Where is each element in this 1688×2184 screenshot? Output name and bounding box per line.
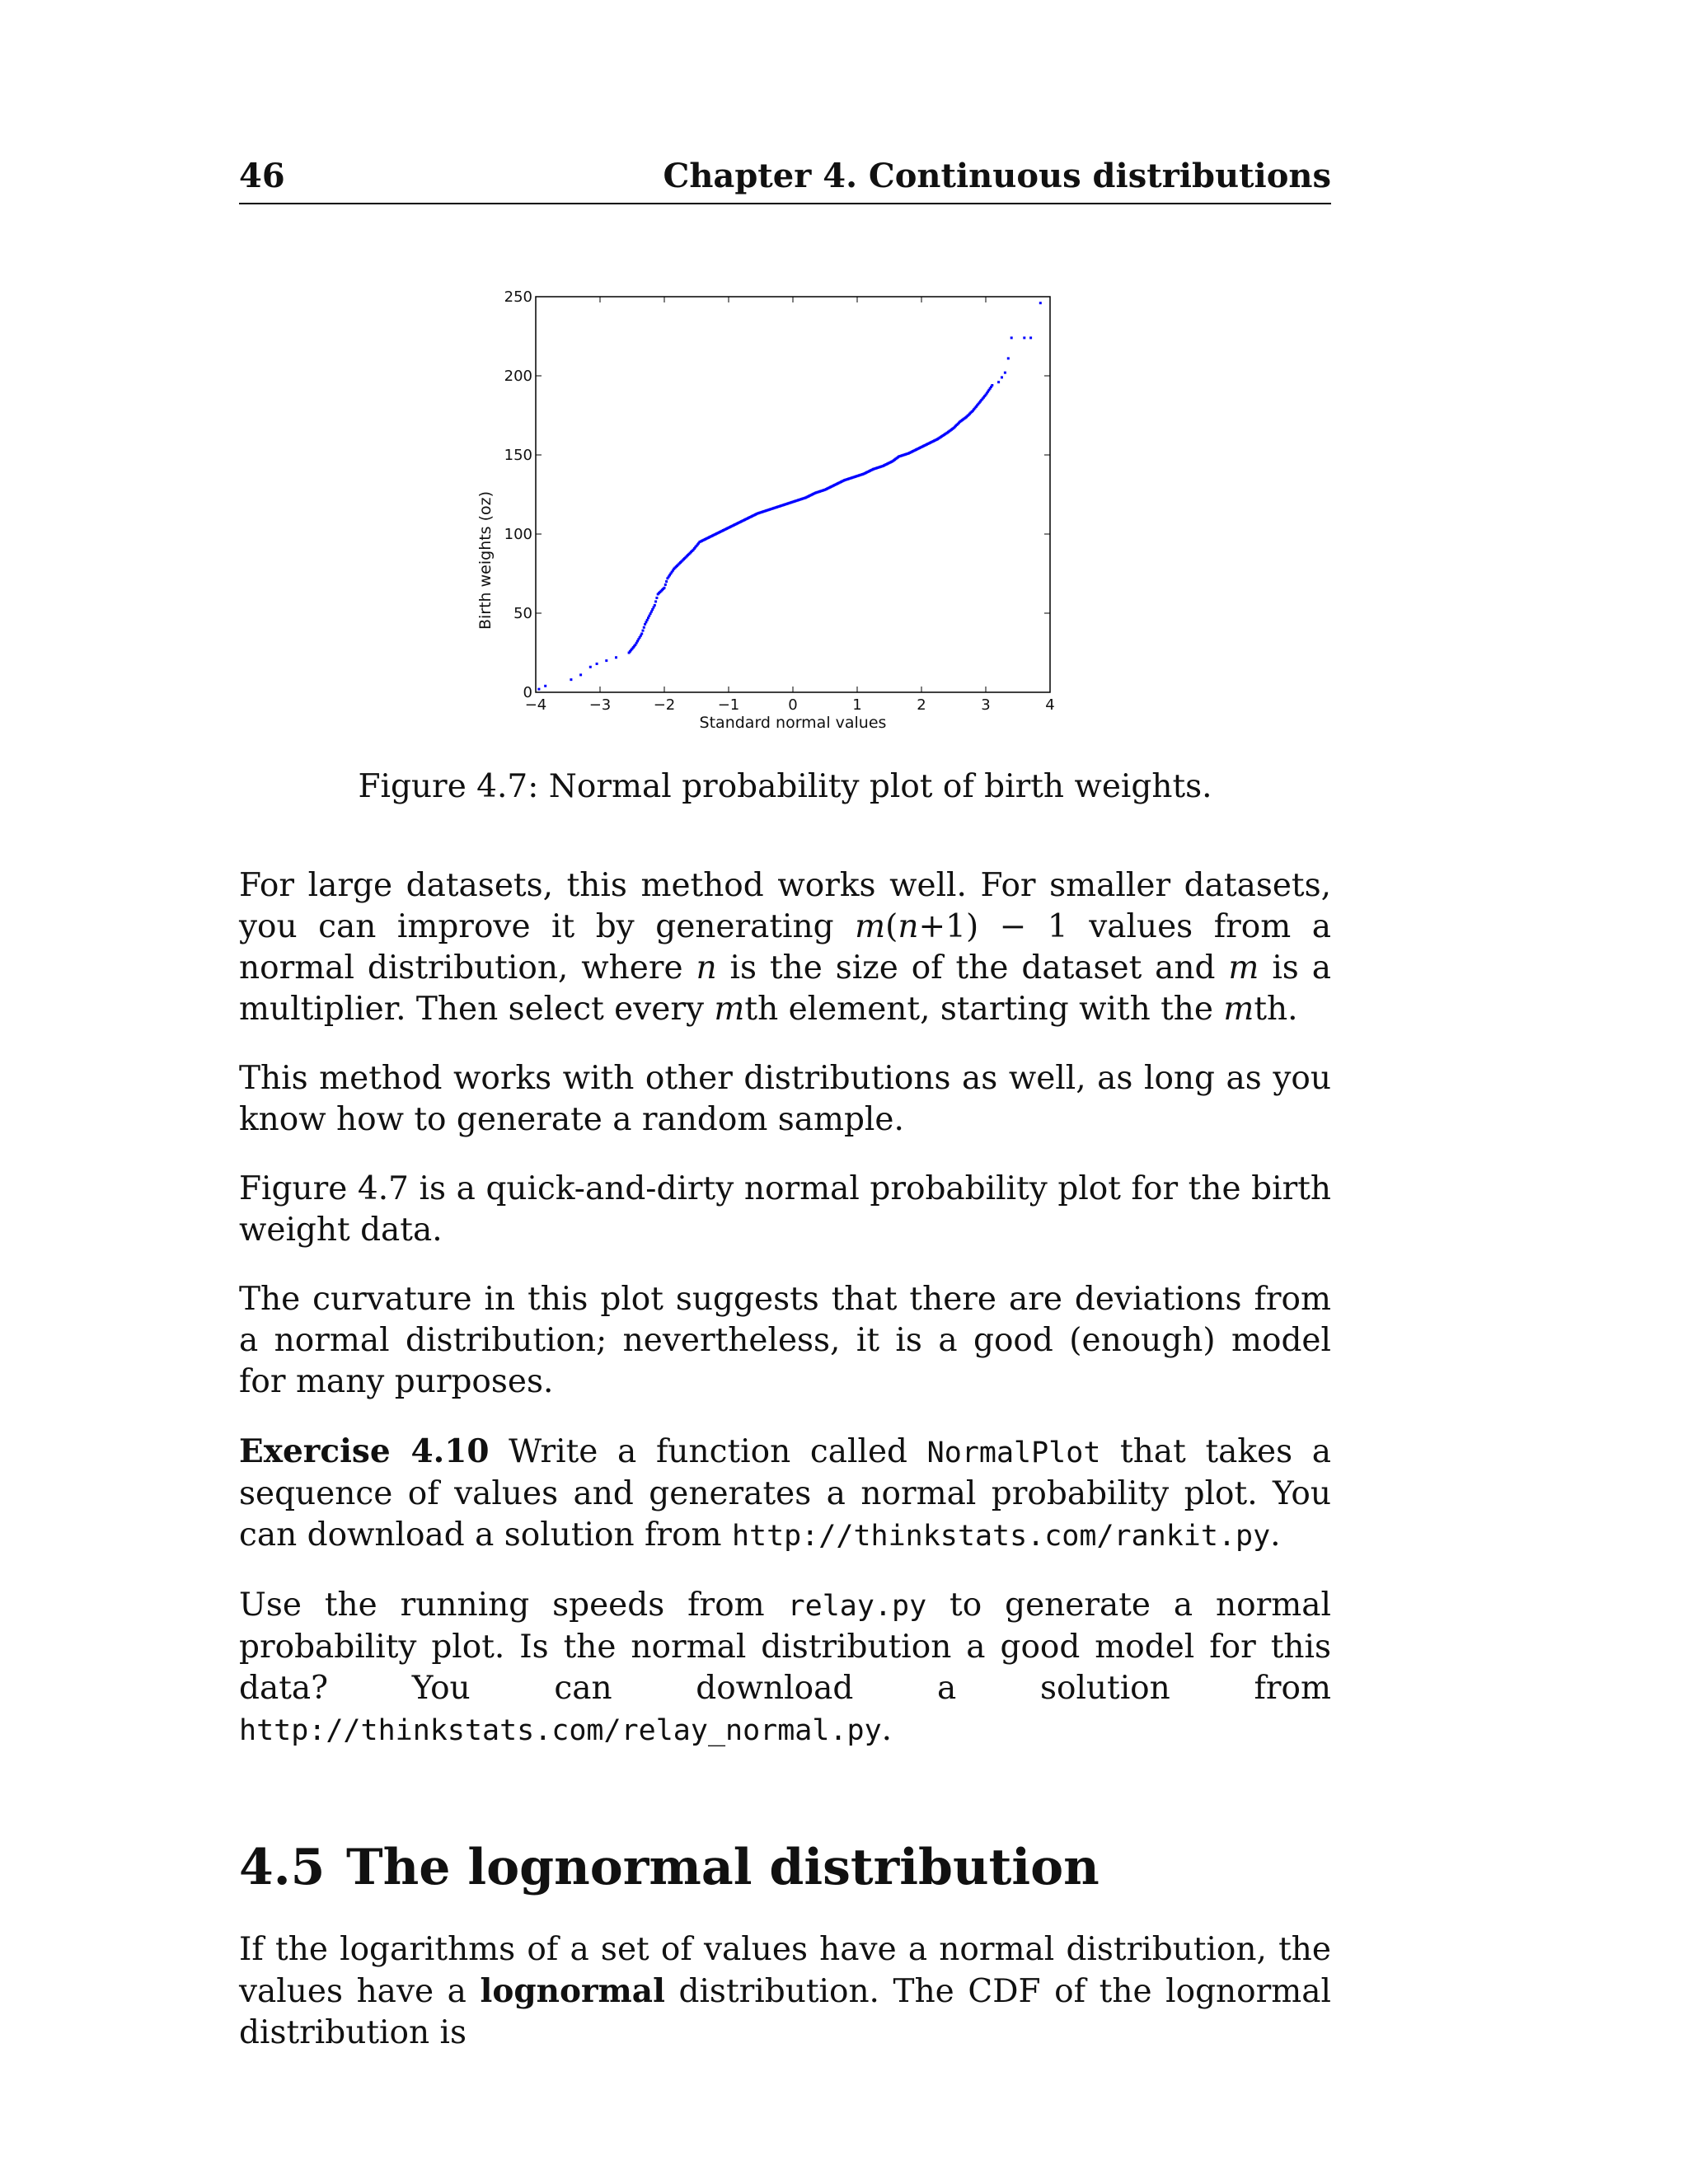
data-point xyxy=(649,612,652,615)
section-title: The lognormal distribution xyxy=(346,1839,1100,1896)
paragraph-7: If the logarithms of a set of values have a normal distribution, the values have a lognormal distribution. The CDF of the lognormal distribution is xyxy=(239,1931,1331,2051)
data-point xyxy=(1004,372,1006,374)
data-point xyxy=(645,621,647,623)
body-text xyxy=(239,865,1331,2082)
x-tick-label: −2 xyxy=(653,696,676,714)
data-point xyxy=(1039,302,1042,304)
data-point xyxy=(1007,357,1010,359)
x-tick-label: 3 xyxy=(981,696,991,714)
y-tick-label: 100 xyxy=(504,526,532,543)
x-tick-label: 0 xyxy=(788,696,798,714)
y-tick-label: 50 xyxy=(513,605,532,622)
paragraph-3: Figure 4.7 is a quick-and-dirty normal probability plot for the birth weight data. xyxy=(239,1170,1331,1249)
running-head xyxy=(239,157,1331,204)
section-heading xyxy=(239,1839,1331,1896)
data-point xyxy=(654,600,657,602)
data-point xyxy=(596,663,598,665)
data-point xyxy=(570,678,572,681)
page-number: 46 xyxy=(239,157,285,195)
data-point xyxy=(605,659,607,662)
data-point xyxy=(653,606,655,608)
data-point xyxy=(589,666,592,668)
plot-frame xyxy=(536,297,1050,692)
data-point xyxy=(544,685,546,687)
data-point xyxy=(579,673,582,676)
code-relay: relay.py xyxy=(787,1590,927,1623)
data-point xyxy=(654,604,656,607)
x-tick-label: −3 xyxy=(588,696,612,714)
code-normalplot: NormalPlot xyxy=(926,1436,1101,1469)
x-tick-label: −1 xyxy=(717,696,740,714)
y-tick-label: 150 xyxy=(504,447,532,464)
data-point xyxy=(648,615,650,617)
x-tick-label: 1 xyxy=(852,696,862,714)
data-point xyxy=(664,583,667,586)
data-point xyxy=(1001,376,1003,378)
chapter-title: Chapter 4. Continuous distributions xyxy=(663,157,1331,195)
paragraph-2: This method works with other distributions as well, as long as you know how to generate a random sample. xyxy=(239,1060,1331,1138)
y-axis-label: Birth weights (oz) xyxy=(476,490,495,630)
y-tick-label: 200 xyxy=(504,368,532,385)
x-tick-label: 2 xyxy=(917,696,926,714)
x-axis-label: Standard normal values xyxy=(699,714,887,732)
data-point xyxy=(655,597,658,599)
data-point xyxy=(644,623,646,626)
data-point xyxy=(665,580,668,583)
exercise-label: Exercise 4.10 xyxy=(239,1432,490,1470)
data-point xyxy=(537,688,540,691)
data-point xyxy=(646,619,649,621)
link-relay-normal[interactable]: http://thinkstats.com/relay_normal.py xyxy=(239,1714,882,1747)
data-point xyxy=(651,608,654,611)
section-number: 4.5 xyxy=(239,1839,326,1896)
data-point xyxy=(997,381,1000,383)
data-point xyxy=(1023,336,1025,339)
data-point xyxy=(643,626,645,629)
data-point xyxy=(647,616,649,619)
data-point xyxy=(615,656,617,658)
data-point xyxy=(1010,336,1013,339)
x-tick-label: −4 xyxy=(524,696,547,714)
normal-probability-plot xyxy=(462,280,1071,742)
x-tick-label: 4 xyxy=(1045,696,1055,714)
y-tick-label: 250 xyxy=(504,288,532,306)
paragraph-1: For large datasets, this method works well. For smaller datasets, you can improve it by generating m(n+1) − 1 values from a normal distribution, where n is the size of the dataset and m is a multiplier. Then select every mth element, starting with the mth. xyxy=(239,867,1331,1028)
figure-caption: Figure 4.7: Normal probability plot of birth weights. xyxy=(358,768,1212,805)
term-lognormal: lognormal xyxy=(480,1972,665,2010)
data-point xyxy=(991,384,993,387)
paragraph-4: The curvature in this plot suggests that there are deviations from a normal distribution; nevertheless, it is a good (enough) model for many purposes. xyxy=(239,1281,1331,1400)
link-rankit[interactable]: http://thinkstats.com/rankit.py xyxy=(731,1520,1271,1553)
exercise-4-10: Exercise 4.10 Write a function called NormalPlot that takes a sequence of values and generates a normal probability plot. You can download a solution from http://thinkstats.com/rankit.py. xyxy=(239,1432,1332,1554)
data-point xyxy=(1029,336,1032,339)
data-point xyxy=(640,632,643,635)
data-point xyxy=(650,611,653,613)
paragraph-6: Use the running speeds from relay.py to generate a normal probability plot. Is the normal distribution a good model for this data? You can download a solution from http://thinkstats.com/relay_normal.py. xyxy=(239,1586,1331,1748)
y-tick-label: 0 xyxy=(523,684,532,701)
data-point xyxy=(642,630,645,632)
data-point xyxy=(663,587,666,589)
